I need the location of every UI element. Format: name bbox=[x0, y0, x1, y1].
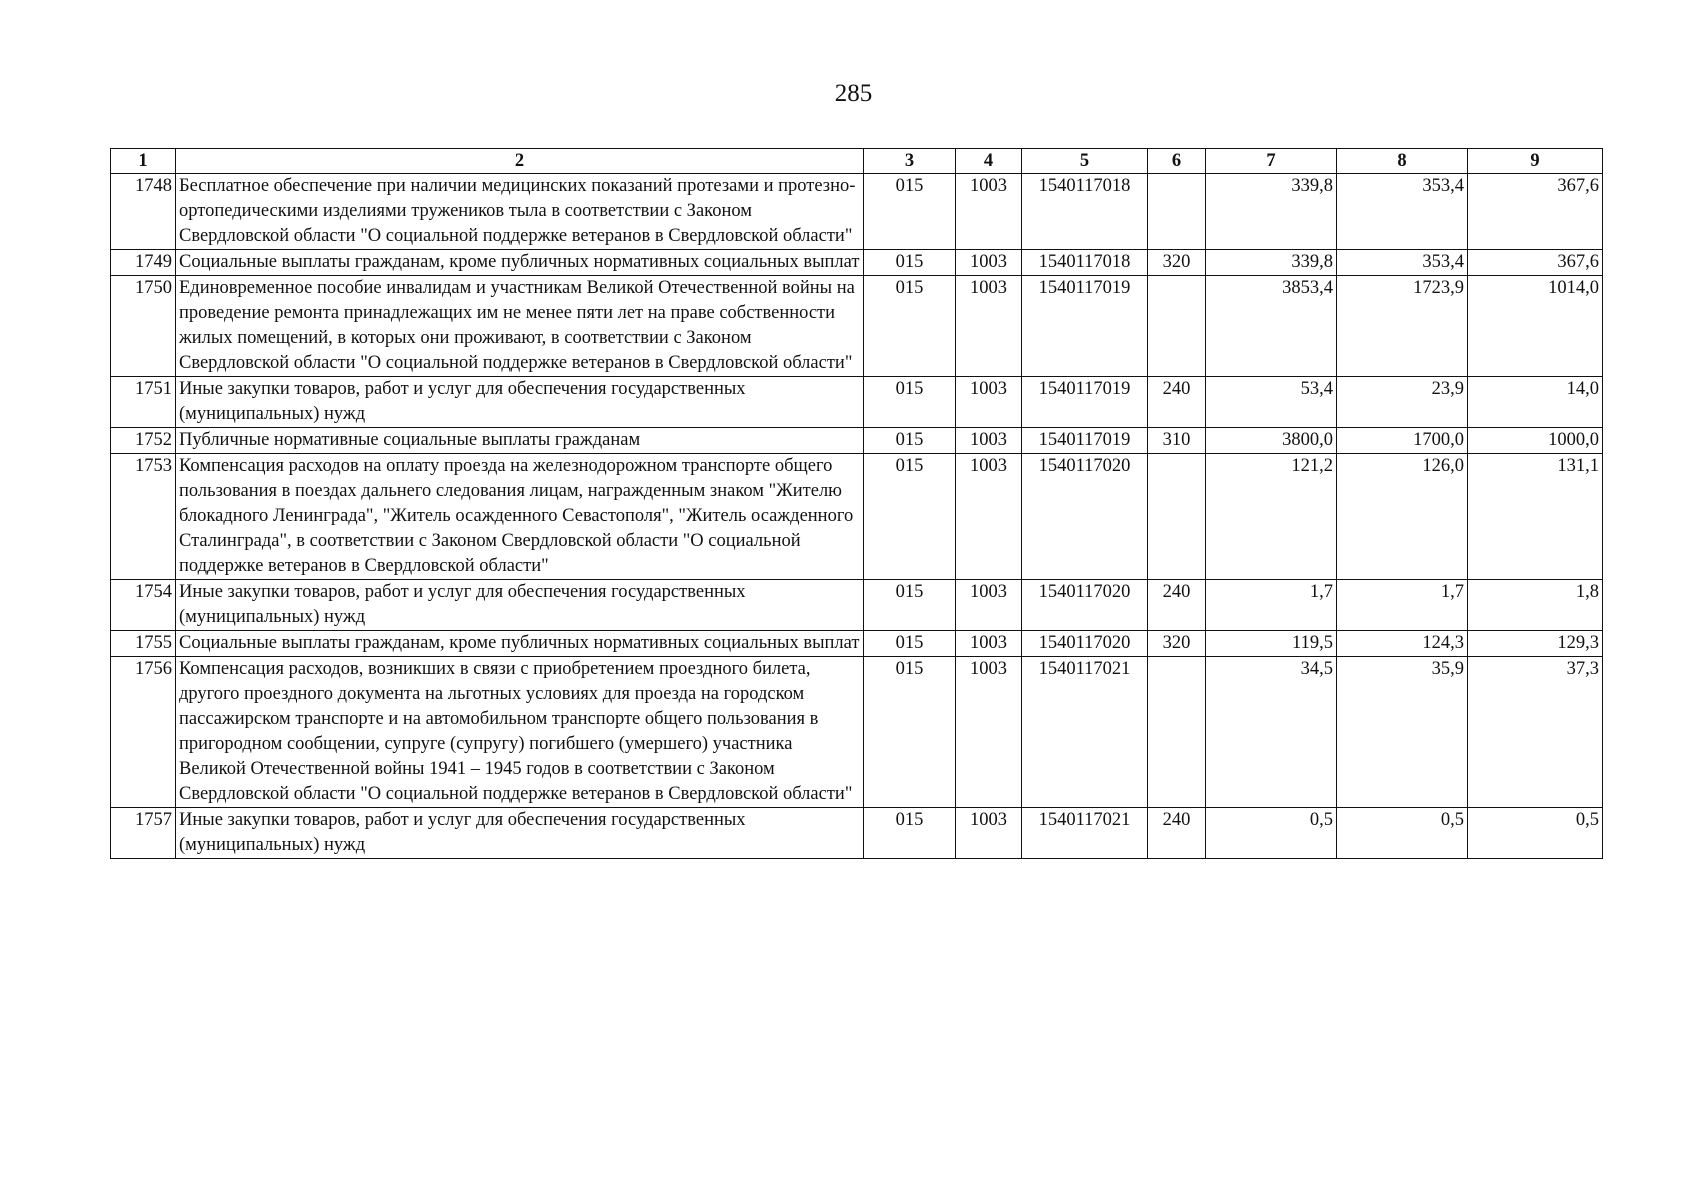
amount-col7: 53,4 bbox=[1206, 377, 1337, 428]
expense-type-code: 240 bbox=[1148, 580, 1206, 631]
amount-col8: 1700,0 bbox=[1337, 428, 1468, 454]
amount-col8: 0,5 bbox=[1337, 808, 1468, 859]
amount-col7: 1,7 bbox=[1206, 580, 1337, 631]
row-description: Социальные выплаты гражданам, кроме публичных нормативных социальных выплат bbox=[176, 250, 864, 276]
section-code: 1003 bbox=[956, 250, 1022, 276]
admin-code: 015 bbox=[864, 580, 956, 631]
row-description: Бесплатное обеспечение при наличии медицинских показаний протезами и протезно-ортопедическими изделиями тружеников тыла в соответствии с Законом Свердловской области "О социальной поддержке ветеранов в Свердловской области" bbox=[176, 174, 864, 250]
amount-col8: 1,7 bbox=[1337, 580, 1468, 631]
row-description: Компенсация расходов, возникших в связи с приобретением проездного билета, другого проездного документа на льготных условиях для проезда на городском пассажирском транспорте и на автомобильном транспорте общего пользования в пригородном сообщении, супруге (супругу) погибшего (умершего) участника Великой Отечественной войны 1941 – 1945 годов в соответствии с Законом Свердловской области "О социальной поддержке ветеранов в Свердловской области" bbox=[176, 657, 864, 808]
table-row bbox=[111, 276, 1603, 377]
table-row bbox=[111, 174, 1603, 250]
table-row bbox=[111, 428, 1603, 454]
admin-code: 015 bbox=[864, 631, 956, 657]
row-description: Компенсация расходов на оплату проезда на железнодорожном транспорте общего пользования в поездах дальнего следования лицам, награжденным знаком "Жителю блокадного Ленинграда", "Житель осажденного Севастополя", "Житель осажденного Сталинграда", в соответствии с Законом Свердловской области "О социальной поддержке ветеранов в Свердловской области" bbox=[176, 454, 864, 580]
admin-code: 015 bbox=[864, 808, 956, 859]
amount-col9: 1,8 bbox=[1468, 580, 1603, 631]
table-row bbox=[111, 454, 1603, 580]
amount-col8: 126,0 bbox=[1337, 454, 1468, 580]
admin-code: 015 bbox=[864, 250, 956, 276]
row-number: 1753 bbox=[111, 454, 176, 580]
column-header: 8 bbox=[1337, 149, 1468, 174]
table-row bbox=[111, 657, 1603, 808]
amount-col9: 131,1 bbox=[1468, 454, 1603, 580]
row-number: 1752 bbox=[111, 428, 176, 454]
expense-type-code: 320 bbox=[1148, 631, 1206, 657]
row-description: Единовременное пособие инвалидам и участникам Великой Отечественной войны на проведение ремонта принадлежащих им не менее пяти лет на праве собственности жилых помещений, в которых они проживают, в соответствии с Законом Свердловской области "О социальной поддержке ветеранов в Свердловской области" bbox=[176, 276, 864, 377]
row-number: 1754 bbox=[111, 580, 176, 631]
section-code: 1003 bbox=[956, 174, 1022, 250]
row-number: 1757 bbox=[111, 808, 176, 859]
target-article-code: 1540117018 bbox=[1022, 174, 1148, 250]
amount-col9: 0,5 bbox=[1468, 808, 1603, 859]
expense-type-code: 320 bbox=[1148, 250, 1206, 276]
expense-type-code bbox=[1148, 276, 1206, 377]
column-header: 1 bbox=[111, 149, 176, 174]
amount-col9: 129,3 bbox=[1468, 631, 1603, 657]
row-description: Иные закупки товаров, работ и услуг для обеспечения государственных (муниципальных) нужд bbox=[176, 377, 864, 428]
amount-col7: 339,8 bbox=[1206, 250, 1337, 276]
amount-col9: 14,0 bbox=[1468, 377, 1603, 428]
target-article-code: 1540117020 bbox=[1022, 631, 1148, 657]
column-header: 6 bbox=[1148, 149, 1206, 174]
row-description: Иные закупки товаров, работ и услуг для обеспечения государственных (муниципальных) нужд bbox=[176, 808, 864, 859]
column-header: 5 bbox=[1022, 149, 1148, 174]
row-number: 1750 bbox=[111, 276, 176, 377]
target-article-code: 1540117019 bbox=[1022, 428, 1148, 454]
column-header: 7 bbox=[1206, 149, 1337, 174]
admin-code: 015 bbox=[864, 428, 956, 454]
amount-col8: 35,9 bbox=[1337, 657, 1468, 808]
section-code: 1003 bbox=[956, 580, 1022, 631]
column-header: 4 bbox=[956, 149, 1022, 174]
section-code: 1003 bbox=[956, 276, 1022, 377]
amount-col8: 124,3 bbox=[1337, 631, 1468, 657]
section-code: 1003 bbox=[956, 808, 1022, 859]
amount-col9: 367,6 bbox=[1468, 174, 1603, 250]
expense-type-code bbox=[1148, 657, 1206, 808]
amount-col9: 367,6 bbox=[1468, 250, 1603, 276]
admin-code: 015 bbox=[864, 174, 956, 250]
amount-col7: 339,8 bbox=[1206, 174, 1337, 250]
row-description: Иные закупки товаров, работ и услуг для обеспечения государственных (муниципальных) нужд bbox=[176, 580, 864, 631]
column-header: 2 bbox=[176, 149, 864, 174]
amount-col7: 3853,4 bbox=[1206, 276, 1337, 377]
section-code: 1003 bbox=[956, 428, 1022, 454]
table-row bbox=[111, 377, 1603, 428]
amount-col8: 353,4 bbox=[1337, 250, 1468, 276]
header-row bbox=[111, 149, 1603, 174]
table-row bbox=[111, 250, 1603, 276]
target-article-code: 1540117021 bbox=[1022, 808, 1148, 859]
section-code: 1003 bbox=[956, 657, 1022, 808]
row-description: Социальные выплаты гражданам, кроме публичных нормативных социальных выплат bbox=[176, 631, 864, 657]
amount-col9: 37,3 bbox=[1468, 657, 1603, 808]
section-code: 1003 bbox=[956, 631, 1022, 657]
row-number: 1755 bbox=[111, 631, 176, 657]
admin-code: 015 bbox=[864, 276, 956, 377]
expense-type-code: 240 bbox=[1148, 808, 1206, 859]
budget-table bbox=[110, 148, 1603, 859]
row-number: 1751 bbox=[111, 377, 176, 428]
target-article-code: 1540117019 bbox=[1022, 276, 1148, 377]
target-article-code: 1540117020 bbox=[1022, 580, 1148, 631]
admin-code: 015 bbox=[864, 657, 956, 808]
amount-col9: 1014,0 bbox=[1468, 276, 1603, 377]
target-article-code: 1540117018 bbox=[1022, 250, 1148, 276]
amount-col7: 119,5 bbox=[1206, 631, 1337, 657]
row-number: 1749 bbox=[111, 250, 176, 276]
row-description: Публичные нормативные социальные выплаты гражданам bbox=[176, 428, 864, 454]
admin-code: 015 bbox=[864, 454, 956, 580]
expense-type-code: 240 bbox=[1148, 377, 1206, 428]
amount-col8: 353,4 bbox=[1337, 174, 1468, 250]
amount-col8: 23,9 bbox=[1337, 377, 1468, 428]
row-number: 1756 bbox=[111, 657, 176, 808]
table-row bbox=[111, 808, 1603, 859]
table-row bbox=[111, 631, 1603, 657]
amount-col7: 121,2 bbox=[1206, 454, 1337, 580]
column-header: 3 bbox=[864, 149, 956, 174]
amount-col8: 1723,9 bbox=[1337, 276, 1468, 377]
target-article-code: 1540117021 bbox=[1022, 657, 1148, 808]
admin-code: 015 bbox=[864, 377, 956, 428]
expense-type-code bbox=[1148, 454, 1206, 580]
amount-col7: 34,5 bbox=[1206, 657, 1337, 808]
page-number: 285 bbox=[834, 80, 873, 107]
amount-col9: 1000,0 bbox=[1468, 428, 1603, 454]
target-article-code: 1540117020 bbox=[1022, 454, 1148, 580]
expense-type-code bbox=[1148, 174, 1206, 250]
expense-type-code: 310 bbox=[1148, 428, 1206, 454]
row-number: 1748 bbox=[111, 174, 176, 250]
amount-col7: 3800,0 bbox=[1206, 428, 1337, 454]
section-code: 1003 bbox=[956, 377, 1022, 428]
column-header: 9 bbox=[1468, 149, 1603, 174]
target-article-code: 1540117019 bbox=[1022, 377, 1148, 428]
section-code: 1003 bbox=[956, 454, 1022, 580]
amount-col7: 0,5 bbox=[1206, 808, 1337, 859]
table-row bbox=[111, 580, 1603, 631]
